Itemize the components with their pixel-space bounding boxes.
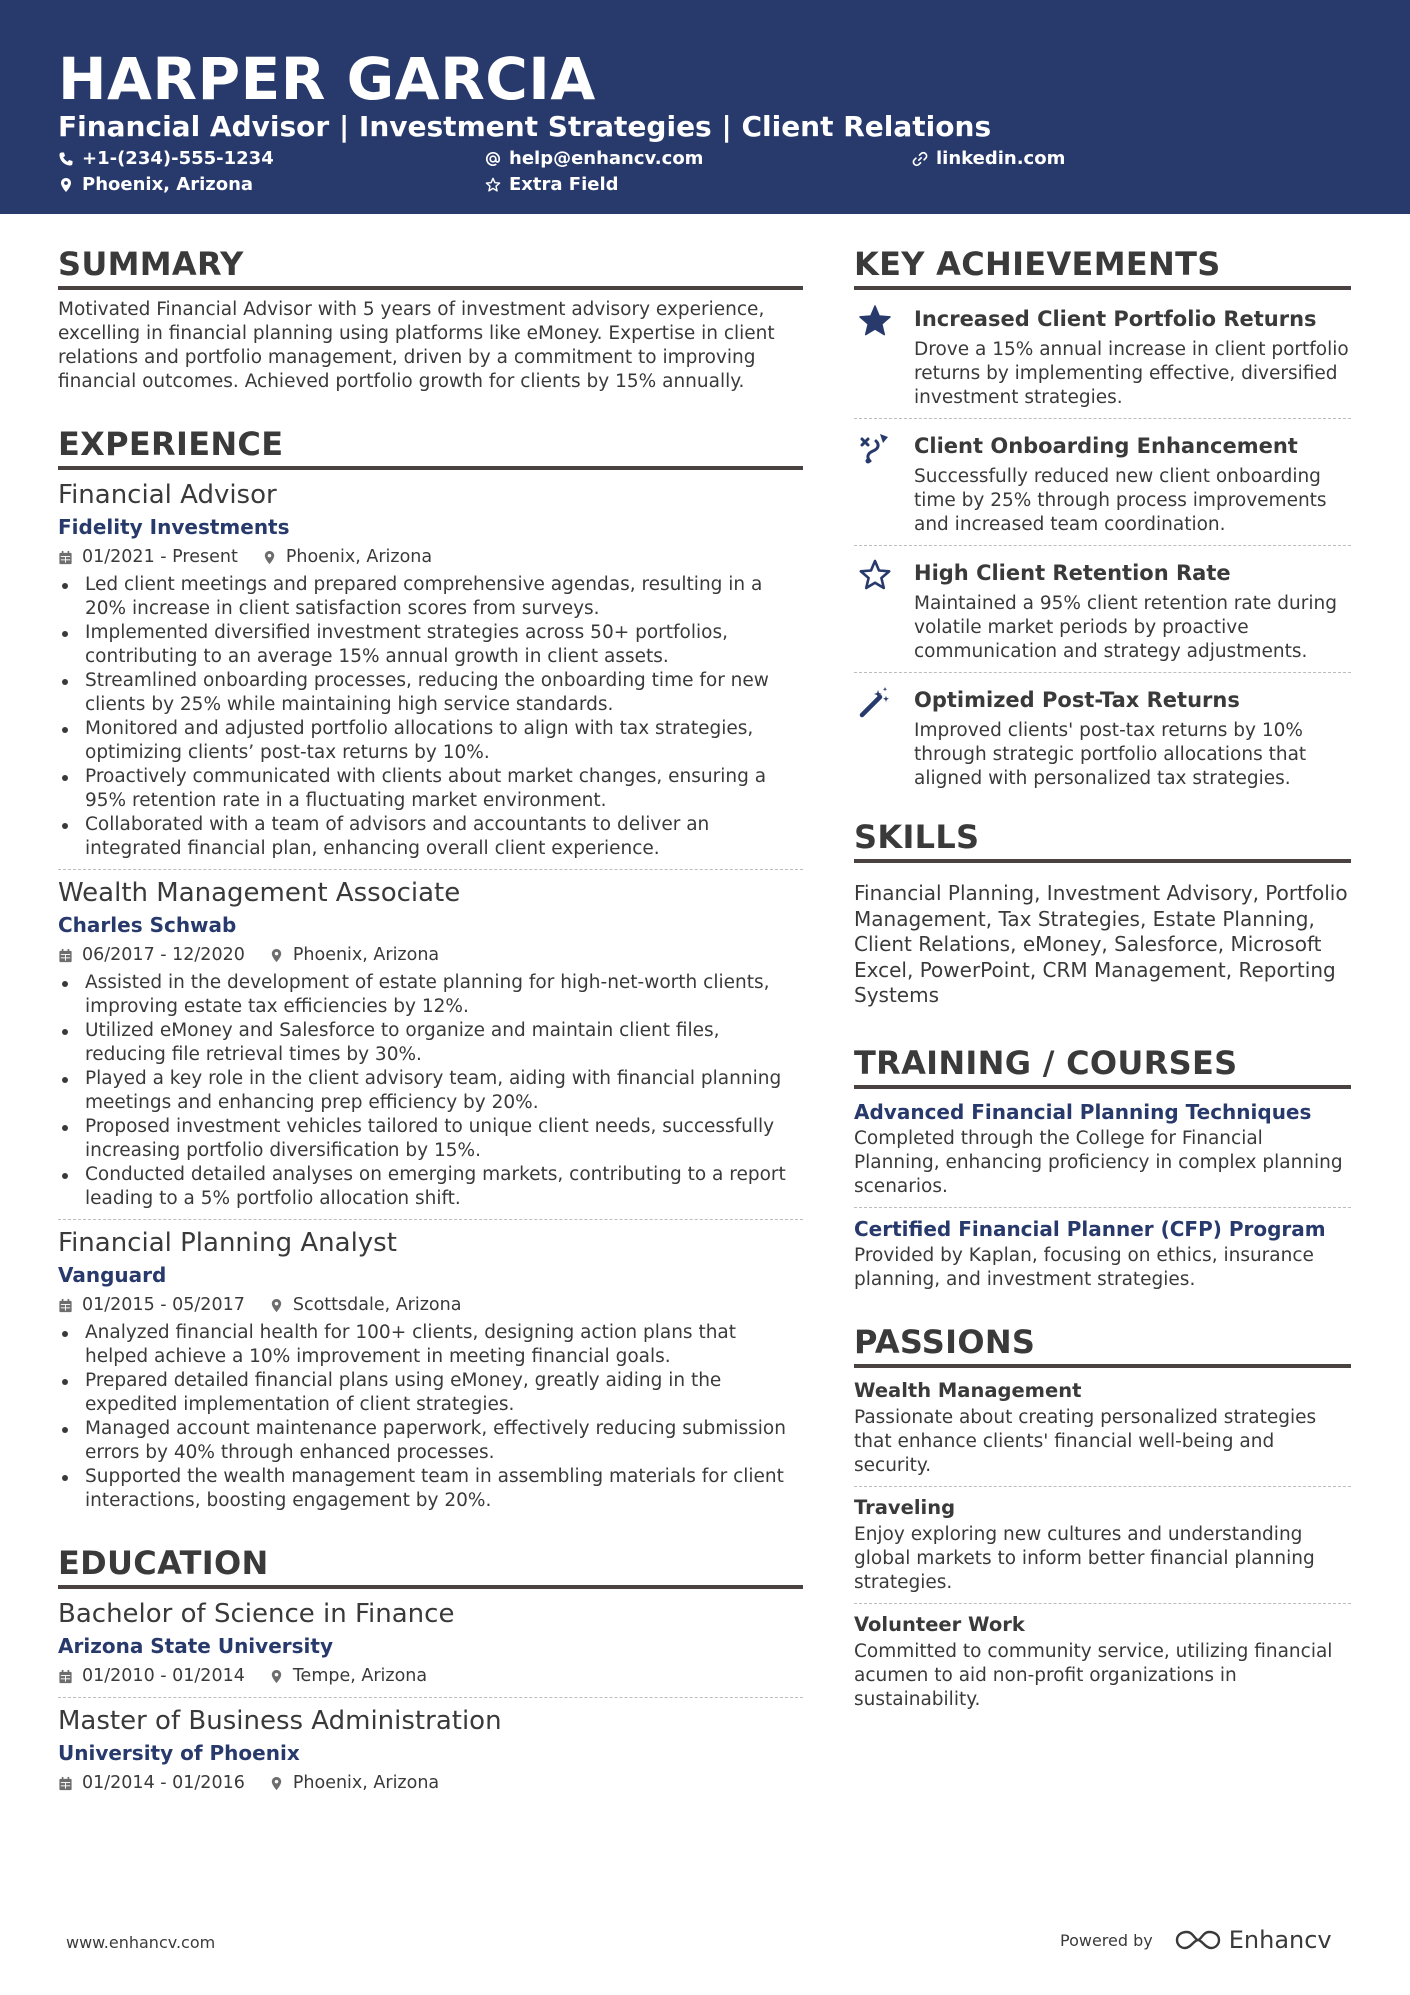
achievement-item (854, 552, 1351, 664)
divider (58, 1697, 803, 1698)
job-location: Phoenix, Arizona (285, 547, 433, 567)
job-dates: 06/2017 - 12/2020 (82, 945, 245, 965)
summary-text: Motivated Financial Advisor with 5 years of investment advisory experience, excelling in financial planning using platforms like eMoney. Expertise in client relations and portfolio management, driven by a commitment to improving financial outcomes. Achieved portfolio growth for clients by 15% annually. (58, 299, 775, 392)
footer-branding (1060, 1926, 1332, 1954)
passion-title: Traveling (854, 1495, 956, 1519)
achievement-item (854, 679, 1351, 791)
location-pin-icon (262, 550, 277, 565)
job-meta (58, 942, 803, 968)
email-text: help@enhancv.com (509, 148, 704, 169)
training-heading: TRAINING / COURSES (854, 1043, 1351, 1089)
bullet-item: Implemented diversified investment strategies across 50+ portfolios, contributing to an average 15% annual growth in client assets. (58, 621, 803, 669)
contact-extra (485, 173, 619, 197)
bullet-item: Supported the wealth management team in assembling materials for client interactions, boosting engagement by 20%. (58, 1465, 803, 1513)
education-dates: 01/2014 - 01/2016 (82, 1773, 245, 1793)
job-meta (58, 544, 803, 570)
degree-title: Bachelor of Science in Finance (58, 1599, 455, 1629)
education-dates: 01/2010 - 01/2014 (82, 1666, 245, 1686)
passions-heading: PASSIONS (854, 1322, 1351, 1368)
star-outline-icon (485, 177, 501, 193)
location-text: Phoenix, Arizona (82, 174, 254, 195)
education-meta (58, 1770, 803, 1796)
job-bullets (58, 1321, 803, 1513)
route-icon (858, 431, 892, 465)
school-name: Arizona State University (58, 1634, 333, 1658)
achievement-desc: Successfully reduced new client onboarding time by 25% through process improvements and increased team coordination. (914, 466, 1327, 535)
passion-title: Wealth Management (854, 1378, 1082, 1402)
experience-entry (58, 876, 803, 1211)
passion-item (854, 1493, 1351, 1595)
achievement-title: Increased Client Portfolio Returns (914, 307, 1317, 331)
bullet-item: Proactively communicated with clients about market changes, ensuring a 95% retention rate in a fluctuating market environment. (58, 765, 803, 813)
bullet-item: Utilized eMoney and Salesforce to organize and maintain client files, reducing file retrieval times by 30%. (58, 1019, 803, 1067)
achievement-title: Optimized Post-Tax Returns (914, 688, 1240, 712)
star-outline-icon (858, 558, 892, 592)
course-title: Certified Financial Planner (CFP) Program (854, 1216, 1326, 1241)
resume-header (0, 0, 1410, 214)
divider (854, 1207, 1351, 1208)
bullet-item: Assisted in the development of estate planning for high-net-worth clients, improving estate tax efficiencies by 12%. (58, 971, 803, 1019)
divider (854, 418, 1351, 419)
contact-phone[interactable] (58, 147, 274, 171)
achievement-item (854, 425, 1351, 537)
bullet-item: Streamlined onboarding processes, reducing the onboarding time for new clients by 25% while maintaining high service standards. (58, 669, 803, 717)
location-pin-icon (58, 177, 74, 193)
enhancv-logo-icon (1175, 1928, 1221, 1952)
bullet-item: Proposed investment vehicles tailored to unique client needs, successfully increasing portfolio diversification by 15%. (58, 1115, 803, 1163)
magic-wand-icon (858, 685, 892, 719)
passion-item (854, 1376, 1351, 1478)
experience-entry (58, 478, 803, 861)
location-pin-icon (269, 948, 284, 963)
skills-text: Financial Planning, Investment Advisory, Portfolio Management, Tax Strategies, Estate Planning, Client Relations, eMoney, Salesforce, Microsoft Excel, PowerPoint, CRM Management, Reporting Systems (854, 881, 1348, 1007)
passion-desc: Passionate about creating personalized strategies that enhance clients' financial well-being and security. (854, 1406, 1317, 1476)
location-pin-icon (269, 1776, 284, 1791)
education-heading: EDUCATION (58, 1543, 803, 1589)
job-title: Wealth Management Associate (58, 878, 461, 908)
at-icon (485, 151, 501, 167)
bullet-item: Played a key role in the client advisory team, aiding with financial planning meetings and enhancing prep efficiency by 20%. (58, 1067, 803, 1115)
bullet-item: Monitored and adjusted portfolio allocations to align with tax strategies, optimizing clients’ post-tax returns by 10%. (58, 717, 803, 765)
education-entry (58, 1597, 803, 1689)
star-filled-icon (858, 304, 892, 338)
degree-title: Master of Business Administration (58, 1706, 502, 1736)
job-title: Financial Advisor (58, 480, 277, 510)
extra-field-text: Extra Field (509, 174, 619, 195)
bullet-item: Collaborated with a team of advisors and accountants to deliver an integrated financial plan, enhancing overall client experience. (58, 813, 803, 861)
bullet-item: Led client meetings and prepared comprehensive agendas, resulting in a 20% increase in client satisfaction scores from surveys. (58, 573, 803, 621)
brand-logo[interactable] (1175, 1926, 1332, 1954)
job-dates: 01/2015 - 05/2017 (82, 1295, 245, 1315)
job-dates: 01/2021 - Present (82, 547, 238, 567)
bullet-item: Conducted detailed analyses on emerging markets, contributing to a report leading to a 5% portfolio allocation shift. (58, 1163, 803, 1211)
achievement-desc: Maintained a 95% client retention rate during volatile market periods by proactive communication and strategy adjustments. (914, 593, 1337, 662)
left-column (58, 244, 803, 1796)
achievement-item (854, 298, 1351, 410)
linkedin-text: linkedin.com (936, 148, 1066, 169)
company-name: Charles Schwab (58, 913, 237, 937)
candidate-name: HARPER GARCIA (58, 45, 596, 113)
bullet-item: Prepared detailed financial plans using eMoney, greatly aiding in the expedited implementation of client strategies. (58, 1369, 803, 1417)
footer-website[interactable]: www.enhancv.com (66, 1933, 216, 1952)
candidate-headline: Financial Advisor | Investment Strategies | Client Relations (58, 110, 992, 143)
calendar-icon (58, 550, 73, 565)
experience-heading: EXPERIENCE (58, 424, 803, 470)
passion-item (854, 1610, 1351, 1712)
course-item (854, 1214, 1351, 1292)
education-location: Tempe, Arizona (292, 1666, 428, 1686)
achievement-desc: Drove a 15% annual increase in client portfolio returns by implementing effective, diversified investment strategies. (914, 339, 1349, 408)
job-meta (58, 1292, 803, 1318)
company-name: Vanguard (58, 1263, 167, 1287)
phone-text: +1-(234)-555-1234 (82, 148, 274, 169)
contact-email[interactable] (485, 147, 703, 171)
calendar-icon (58, 1776, 73, 1791)
calendar-icon (58, 1669, 73, 1684)
divider (854, 1486, 1351, 1487)
location-pin-icon (269, 1669, 284, 1684)
brand-name: Enhancv (1228, 1926, 1332, 1954)
education-location: Phoenix, Arizona (292, 1773, 440, 1793)
divider (854, 1603, 1351, 1604)
job-bullets (58, 971, 803, 1211)
right-column (854, 244, 1351, 1712)
school-name: University of Phoenix (58, 1741, 300, 1765)
location-pin-icon (269, 1298, 284, 1313)
achievement-title: Client Onboarding Enhancement (914, 434, 1298, 458)
divider (854, 545, 1351, 546)
achievement-title: High Client Retention Rate (914, 561, 1231, 585)
achievements-heading: KEY ACHIEVEMENTS (854, 244, 1351, 290)
education-entry (58, 1704, 803, 1796)
education-meta (58, 1663, 803, 1689)
job-bullets (58, 573, 803, 861)
divider (58, 869, 803, 870)
course-desc: Provided by Kaplan, focusing on ethics, insurance planning, and investment strategies. (854, 1244, 1314, 1290)
divider (58, 1219, 803, 1220)
course-item (854, 1097, 1351, 1199)
passion-desc: Enjoy exploring new cultures and understanding global markets to inform better financial planning strategies. (854, 1523, 1315, 1593)
calendar-icon (58, 1298, 73, 1313)
divider (854, 672, 1351, 673)
experience-entry (58, 1226, 803, 1513)
job-location: Scottsdale, Arizona (292, 1295, 462, 1315)
contact-location (58, 173, 253, 197)
skills-heading: SKILLS (854, 817, 1351, 863)
passion-title: Volunteer Work (854, 1612, 1025, 1636)
course-desc: Completed through the College for Financial Planning, enhancing proficiency in complex planning scenarios. (854, 1127, 1343, 1197)
powered-by-text: Powered by (1060, 1930, 1153, 1950)
calendar-icon (58, 948, 73, 963)
bullet-item: Managed account maintenance paperwork, effectively reducing submission errors by 40% through enhanced processes. (58, 1417, 803, 1465)
company-name: Fidelity Investments (58, 515, 290, 539)
job-title: Financial Planning Analyst (58, 1228, 397, 1258)
course-title: Advanced Financial Planning Techniques (854, 1099, 1312, 1124)
phone-icon (58, 151, 74, 167)
link-icon (912, 151, 928, 167)
job-location: Phoenix, Arizona (292, 945, 440, 965)
contact-linkedin[interactable] (912, 147, 1065, 171)
achievement-desc: Improved clients' post-tax returns by 10% through strategic portfolio allocations that aligned with personalized tax strategies. (914, 720, 1307, 789)
bullet-item: Analyzed financial health for 100+ clients, designing action plans that helped achieve a 10% improvement in meeting financial goals. (58, 1321, 803, 1369)
passion-desc: Committed to community service, utilizing financial acumen to aid non-profit organizations in sustainability. (854, 1640, 1333, 1710)
summary-heading: SUMMARY (58, 244, 803, 290)
